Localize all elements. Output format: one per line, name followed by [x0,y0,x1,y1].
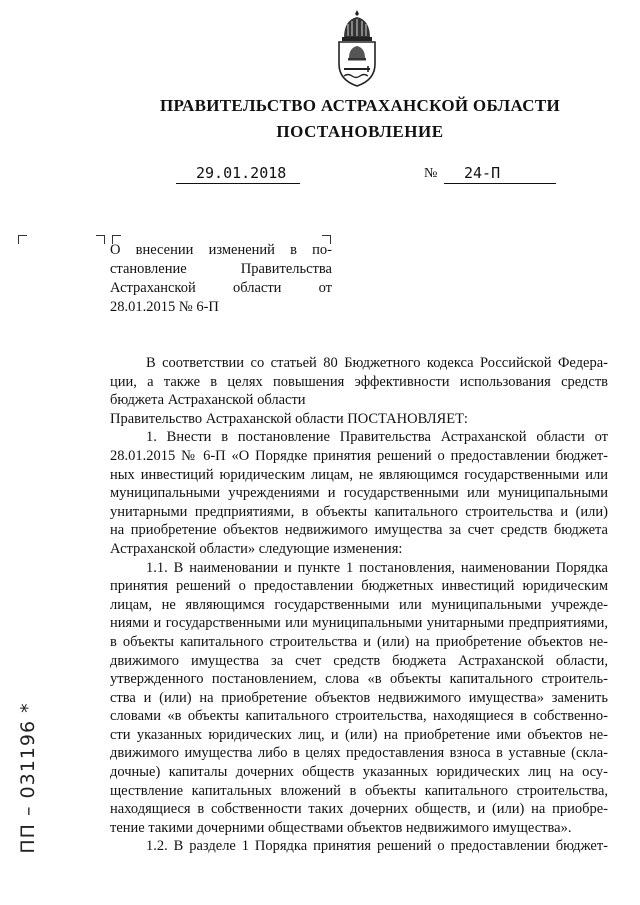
body-line: принятия решений о предоставлении бюджетных инвестиций юридическим [110,578,608,595]
number-label: № [424,166,438,181]
body-line: ства и (или) на приобретение объектов недвижимого имущества» заменить [110,689,608,706]
body-line: 1. Внести в постановление Правительства Астраханской области от [146,429,608,446]
body-line: 28.01.2015 № 6-П «О Порядке принятия решений о предоставлении бюджет- [110,447,608,464]
body-line: движимого имущества за счет средств бюджета Астраханской области, [110,652,608,669]
body-line: В соответствии со статьей 80 Бюджетного кодекса Российской Федера- [146,355,608,371]
document-number: 24-П [444,164,556,184]
body-line: движимого имущества либо в целях предоставления взноса в уставные (скла- [110,745,608,762]
body-line: тение такими дочерними обществами объектов недвижимого имущества». [110,819,572,836]
document-type: ПОСТАНОВЛЕНИЕ [276,122,444,141]
body-line: находящиеся в собственности таких дочерних обществ, и (или) на приобре- [110,801,608,818]
subject-line: О внесении изменений в по- [110,242,332,258]
body-line: ниями и государственными или муниципальными унитарными предприятиями, [110,615,608,632]
corner-mark [96,235,105,244]
document-subject [110,241,332,317]
body-line: ции, а также в целях повышения эффективности использования средств [110,373,608,390]
body-line: 1.2. В разделе 1 Порядка принятия решений о предоставлении бюджет- [146,838,608,855]
astrakhan-coat-of-arms-icon [330,8,384,88]
body-line: утвержденного постановлением, слова «в объекты капитального строитель- [110,671,608,688]
document-body [110,354,608,856]
subject-line: 28.01.2015 № 6-П [110,299,219,315]
body-line: 1.1. В наименовании и пункте 1 постановления, наименовании Порядка [146,559,608,576]
government-title: ПРАВИТЕЛЬСТВО АСТРАХАНСКОЙ ОБЛАСТИ [160,96,560,115]
body-line: ществление капитальных вложений в объекты капитального строительства, [110,782,608,799]
body-line: дочные) капиталы дочерних обществ указанных юридических лиц на осу- [110,764,608,781]
body-line: лицам, не являющимся государственными или муниципальными учрежде- [110,596,608,613]
subject-line: становление Правительства [110,261,332,277]
document-date: 29.01.2018 [176,164,300,184]
body-line: Астраханской области» следующие изменения: [110,540,403,557]
body-line: в объекты капитального строительства и (или) на приобретение объектов не- [110,633,608,650]
side-registration-stamp [8,688,48,868]
body-line: унитарными предприятиями, в объекты капитального строительства и (или) [110,503,608,520]
subject-line: Астраханской области от [110,280,332,296]
registration-number: ПП – 031196 * [17,702,39,854]
body-line: словами «в объекты капитального строительства, находящиеся в собственно- [110,708,608,725]
body-line: муниципальными учреждениями и государственными или муниципальными [110,485,608,502]
body-line: сти указанных юридических лиц, и (или) на приобретение ими объектов не- [110,726,608,743]
body-line: ных инвестиций юридическим лицам, не являющимся государственными или [110,466,608,483]
corner-mark [18,235,27,244]
body-line: на приобретение объектов недвижимого имущества за счет средств бюджета [110,522,608,539]
body-line: бюджета Астраханской области [110,392,306,409]
body-line: Правительство Астраханской области ПОСТАНОВЛЯЕТ: [110,410,468,427]
